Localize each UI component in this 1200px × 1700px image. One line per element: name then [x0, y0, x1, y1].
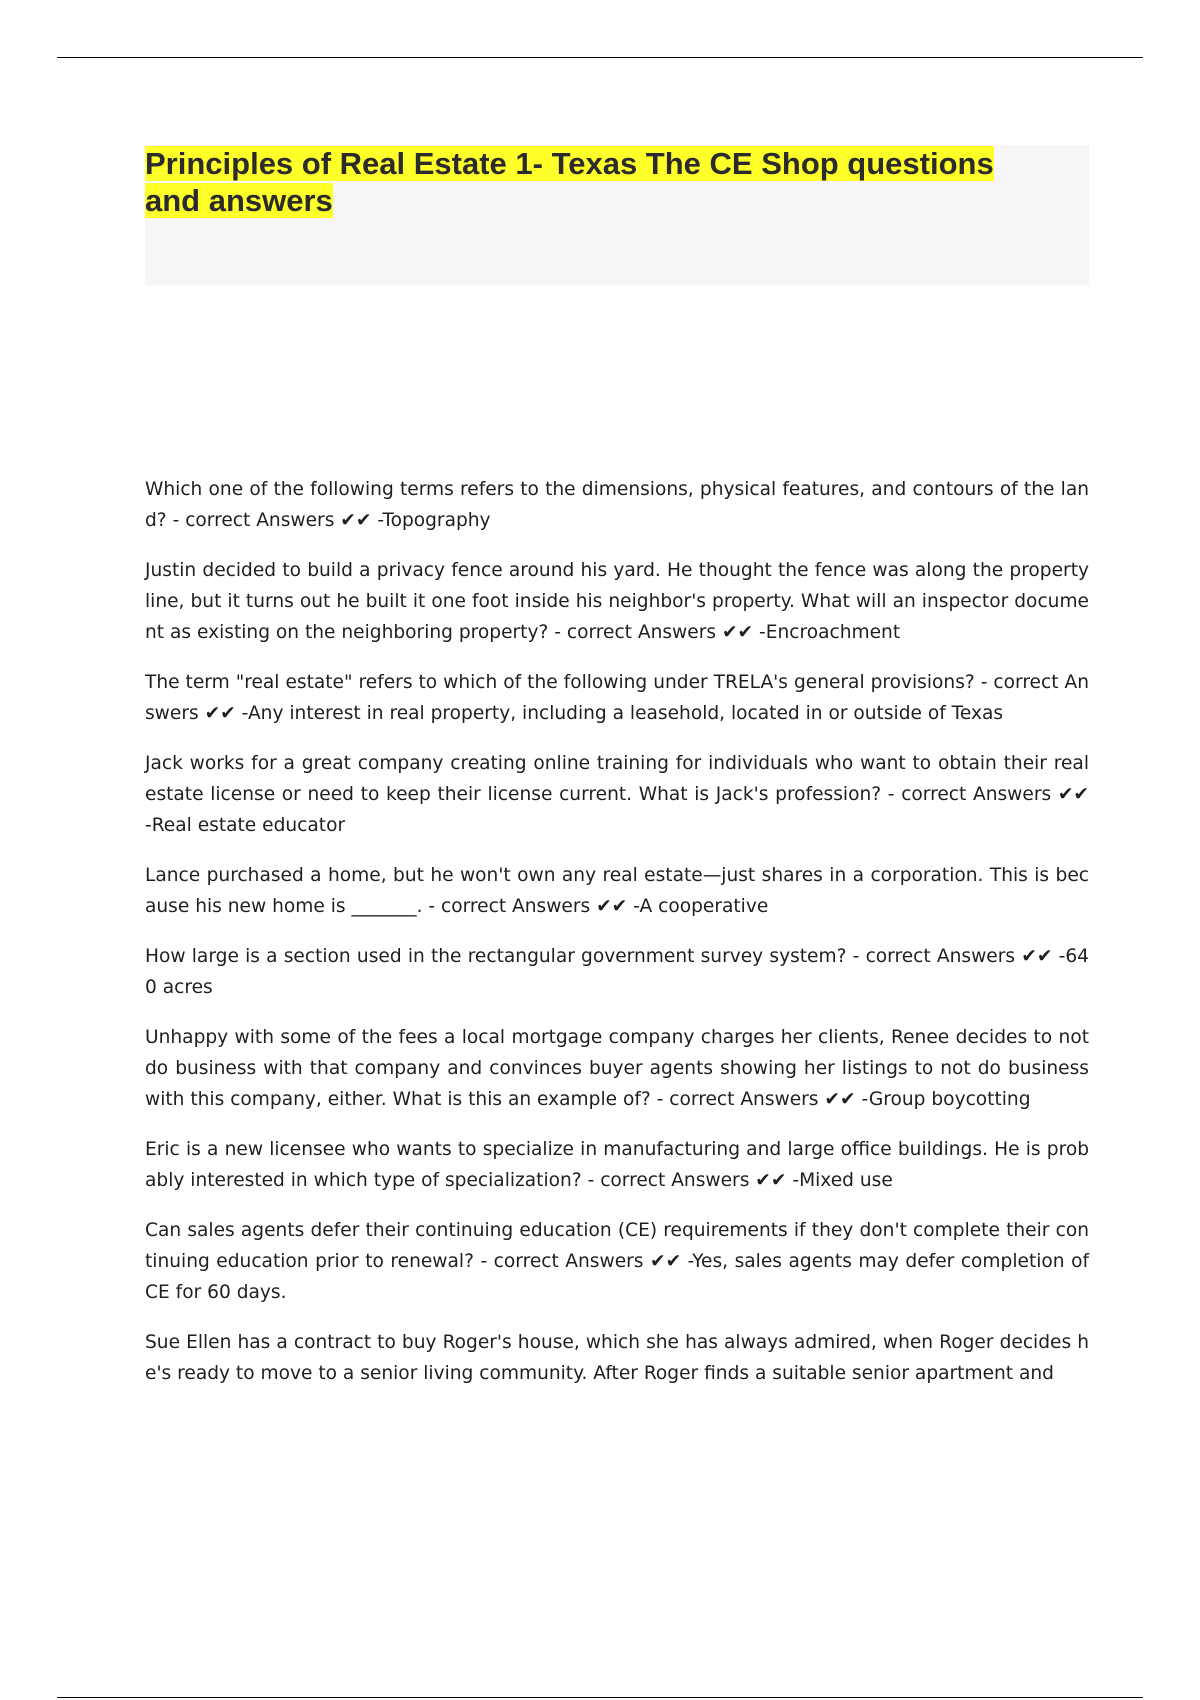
qa-item-ce-deferral: Can sales agents defer their continuing education (CE) requirements if they don't complete their continuing education prior to renewal? - correct Answers ✔✔ -Yes, sales agents may defer completion of CE for 60 days. [145, 1220, 1089, 1303]
qa-item-topography: Which one of the following terms refers to the dimensions, physical features, and contours of the land? - correct Answers ✔✔ -Topography [145, 479, 1089, 531]
qa-item-sue-ellen-contract: Sue Ellen has a contract to buy Roger's house, which she has always admired, when Roger decides he's ready to move to a senior living community. After Roger finds a suitable senior apartment and [145, 1332, 1089, 1384]
qa-item-real-estate-definition: The term "real estate" refers to which of the following under TRELA's general provisions? - correct Answers ✔✔ -Any interest in real property, including a leasehold, located in or outside of Texas [145, 672, 1089, 724]
title-block [145, 145, 1089, 285]
qa-item-real-estate-educator: Jack works for a great company creating online training for individuals who want to obtain their real estate license or need to keep their license current. What is Jack's profession? - correct Answers ✔✔ -Real estate educator [145, 753, 1089, 836]
qa-item-section-size: How large is a section used in the rectangular government survey system? - correct Answers ✔✔ -640 acres [145, 946, 1089, 998]
qa-item-group-boycotting: Unhappy with some of the fees a local mortgage company charges her clients, Renee decides to not do business with that company and convinces buyer agents showing her listings to not do business with this company, either. What is this an example of? - correct Answers ✔✔ -Group boycotting [145, 1027, 1089, 1110]
top-rule [57, 57, 1143, 58]
qa-item-cooperative: Lance purchased a home, but he won't own any real estate—just shares in a corporation. This is because his new home is _______. - correct Answers ✔✔ -A cooperative [145, 865, 1089, 917]
qa-item-encroachment: Justin decided to build a privacy fence around his yard. He thought the fence was along the property line, but it turns out he built it one foot inside his neighbor's property. What will an inspector document as existing on the neighboring property? - correct Answers ✔✔ -Encroachment [145, 560, 1089, 643]
qa-item-mixed-use: Eric is a new licensee who wants to specialize in manufacturing and large office buildings. He is probably interested in which type of specialization? - correct Answers ✔✔ -Mixed use [145, 1139, 1089, 1191]
document-title [145, 145, 1045, 219]
bottom-rule [57, 1697, 1143, 1698]
title-highlight: Principles of Real Estate 1- Texas The CE Shop questions and answers [145, 146, 994, 218]
qa-list [145, 474, 1089, 1389]
